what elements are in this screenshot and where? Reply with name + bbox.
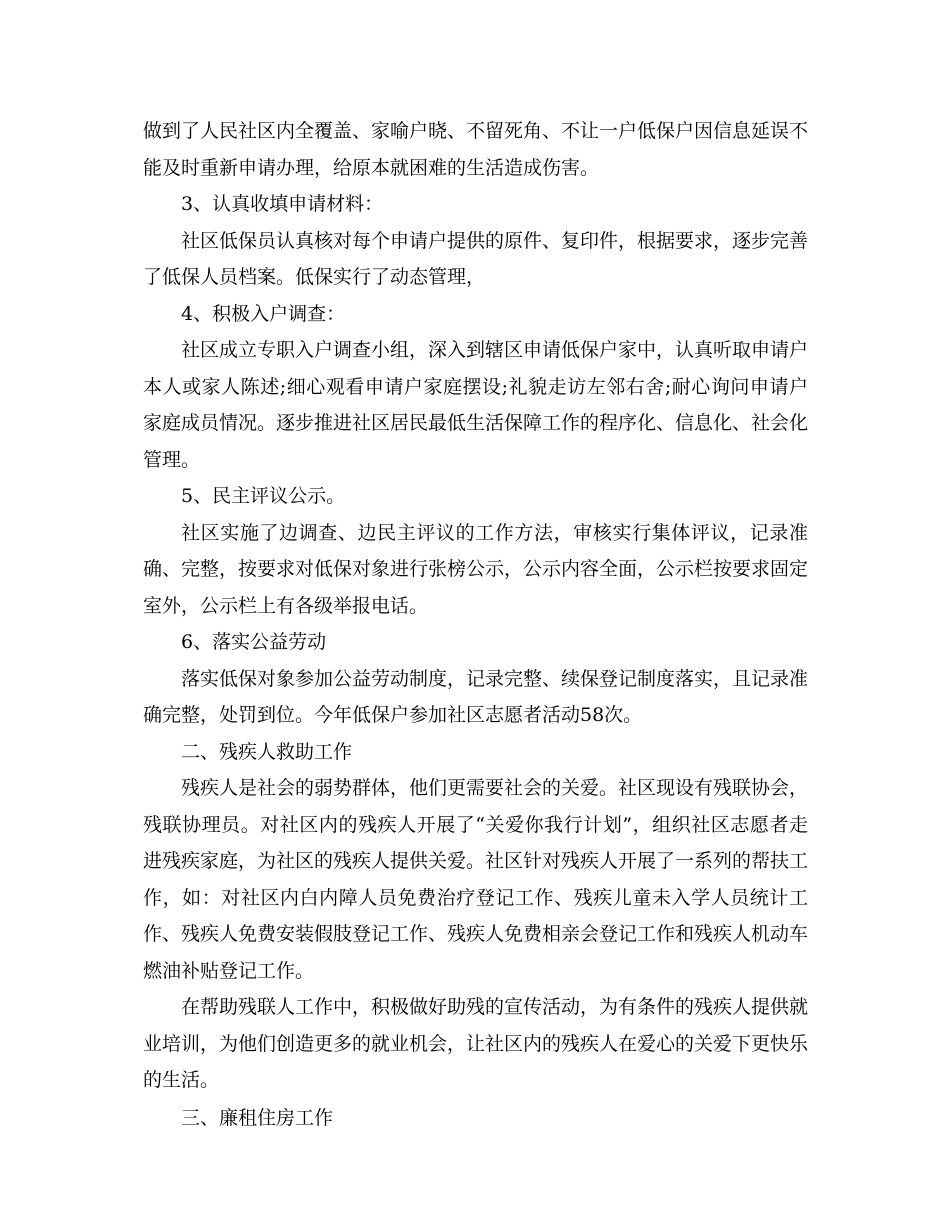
heading-public-review: 5、民主评议公示。 (181, 485, 346, 507)
heading-disability-assistance: 二、残疾人救助工作 (181, 740, 353, 763)
heading-public-service: 6、落实公益劳动 (181, 631, 327, 653)
paragraph-outreach-coverage: 做到了人民社区内全覆盖、家喻户晓、不留死角、不让一户低保户因信息延误不能及时重新申请办理，给原本就困难的生活造成伤害。 (143, 120, 809, 179)
heading-low-rent-housing: 三、廉租住房工作 (181, 1106, 334, 1129)
paragraph-verify-documents: 社区低保员认真核对每个申请户提供的原件、复印件，根据要求，逐步完善了低保人员档案。低保实行了动态管理， (143, 229, 809, 288)
heading-collect-materials: 3、认真收填申请材料： (181, 193, 384, 215)
document-body (143, 113, 808, 1136)
paragraph-service-record: 落实低保对象参加公益劳动制度，记录完整、续保登记制度落实，且记录准确完整，处罚到位。今年低保户参加社区志愿者活动58次。 (143, 667, 809, 726)
paragraph-disability-programs: 残疾人是社会的弱势群体，他们更需要社会的关爱。社区现设有残联协会，残联协理员。对社区内的残疾人开展了“关爱你我行计划”，组织社区志愿者走进残疾家庭，为社区的残疾人提供关爱。社区针对残疾人开展了一系列的帮扶工作，如：对社区内白内障人员免费治疗登记工作、残疾儿童未入学人员统计工作、残疾人免费安装假肢登记工作、残疾人免费相亲会登记工作和残疾人机动车燃油补贴登记工作。 (143, 777, 809, 982)
heading-home-survey: 4、积极入户调查： (181, 302, 346, 325)
paragraph-employment-support: 在帮助残联人工作中，积极做好助残的宣传活动，为有条件的残疾人提供就业培训，为他们创造更多的就业机会，让社区内的残疾人在爱心的关爱下更快乐的生活。 (143, 996, 809, 1091)
paragraph-survey-team: 社区成立专职入户调查小组，深入到辖区申请低保户家中，认真听取申请户本人或家人陈述;细心观看申请户家庭摆设;礼貌走访左邻右舍;耐心询问申请户家庭成员情况。逐步推进社区居民最低生活保障工作的程序化、信息化、社会化管理。 (143, 339, 809, 471)
paragraph-review-method: 社区实施了边调查、边民主评议的工作方法，审核实行集体评议，记录准确、完整，按要求对低保对象进行张榜公示，公示内容全面，公示栏按要求固定室外，公示栏上有各级举报电话。 (143, 521, 809, 617)
